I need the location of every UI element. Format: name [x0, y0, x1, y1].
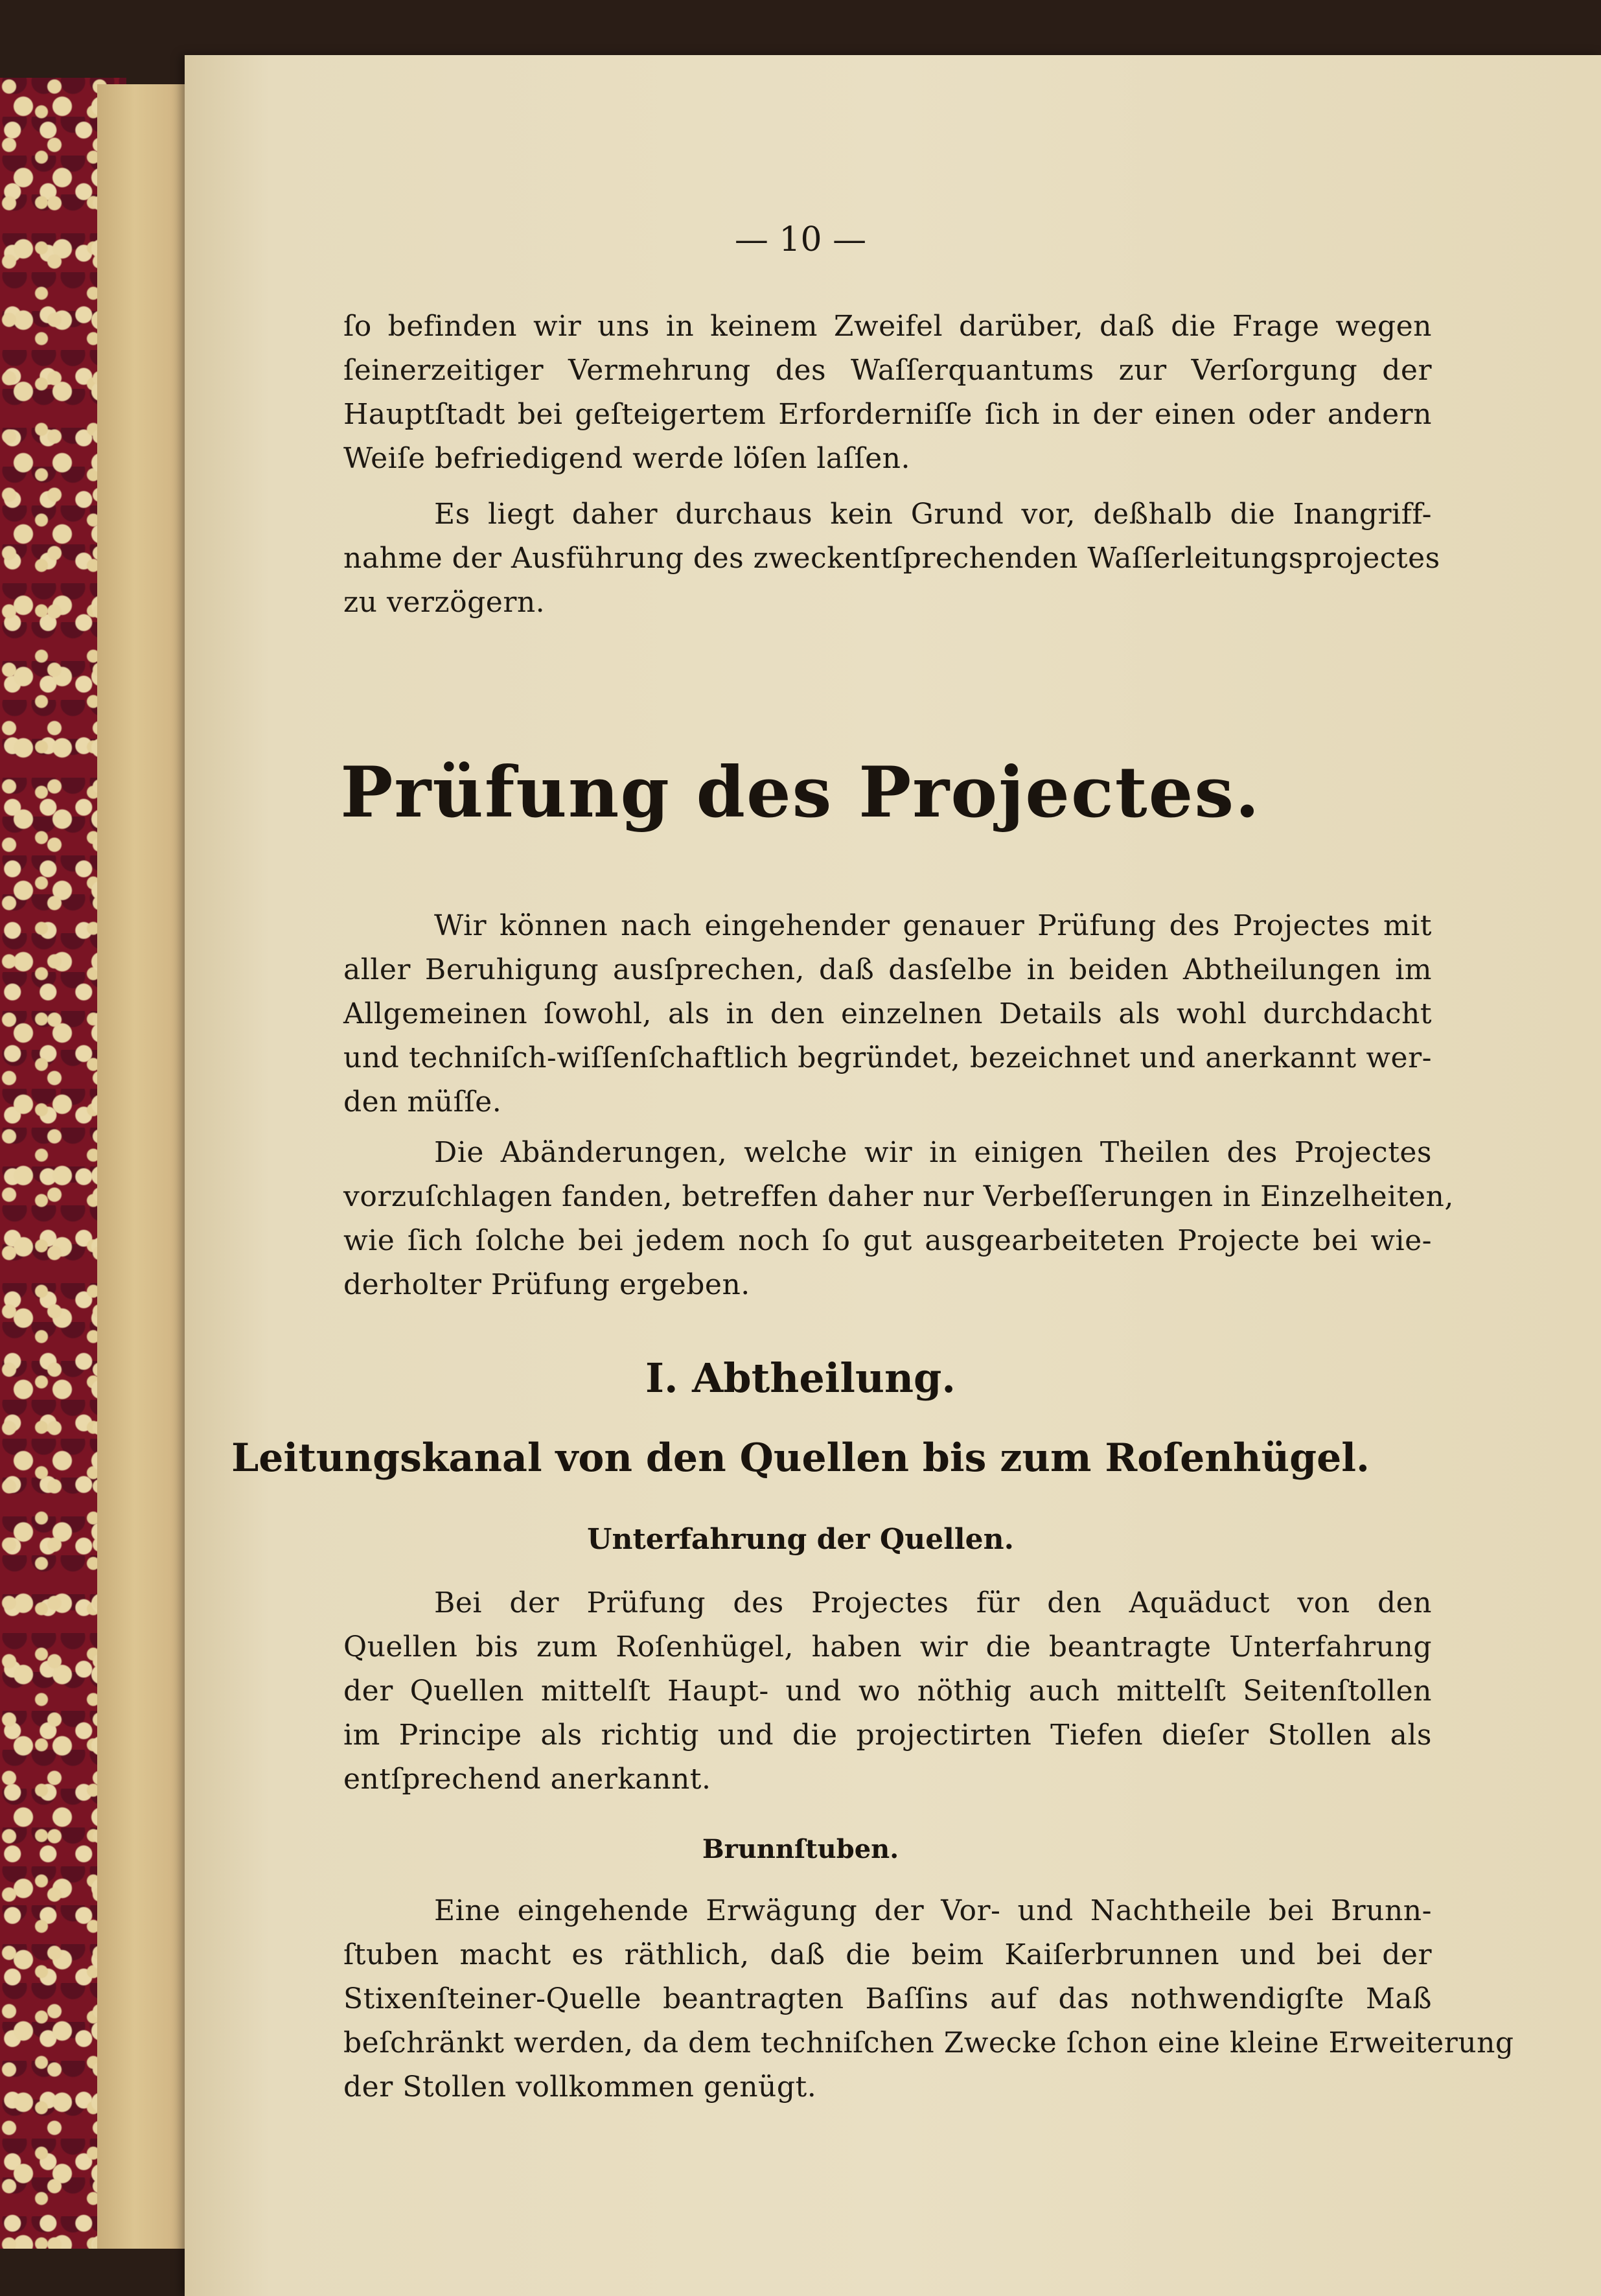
text-line: Wir können nach eingehender genauer Prüfung des Projectes mit	[434, 909, 1432, 942]
paragraph-5	[343, 1581, 1432, 1802]
text-line: den müſſe.	[343, 1085, 502, 1119]
subheading: Brunnſtuben.	[702, 1834, 899, 1864]
text-line: vorzuſchlagen fanden, betreffen daher nur Verbeſſerungen in Einzelheiten,	[343, 1180, 1454, 1213]
text-line: entſprechend anerkannt.	[343, 1763, 711, 1796]
text-line: Hauptſtadt bei geſteigertem Erforderniſſe ſich in der einen oder andern	[343, 398, 1432, 431]
chapter-heading: Leitungskanal von den Quellen bis zum Roſenhügel.	[231, 1435, 1370, 1481]
text-line: und techniſch-wiſſenſchaftlich begründet, bezeichnet und anerkannt wer-	[343, 1041, 1432, 1074]
text-line: der Quellen mittelſt Haupt- und wo nöthig auch mittelſt Seitenſtollen	[343, 1675, 1432, 1708]
paragraph-2	[343, 493, 1440, 625]
binding-strip	[97, 84, 191, 2249]
text-line: ſo befinden wir uns in keinem Zweifel darüber, daß die Frage wegen	[343, 310, 1432, 343]
text-line: im Principe als richtig und die projectirten Tiefen dieſer Stollen als	[343, 1719, 1432, 1752]
text-line: ſeinerzeitiger Vermehrung des Waſſerquantums zur Verſorgung der	[343, 354, 1432, 387]
text-line: zu verzögern.	[343, 586, 546, 619]
text-line: Die Abänderungen, welche wir in einigen Theilen des Projectes	[434, 1136, 1432, 1169]
text-line: Stixenſteiner-Quelle beantragten Baſſins auf das nothwendigſte Maß	[343, 1982, 1432, 2015]
section-heading: Prüfung des Projectes.	[340, 752, 1261, 833]
text-line: aller Beruhigung ausſprechen, daß dasſelbe in beiden Abtheilungen im	[343, 953, 1432, 986]
text-line: nahme der Ausführung des zweckentſprechenden Waſſerleitungsprojectes	[343, 542, 1440, 575]
text-line: Es liegt daher durchaus kein Grund vor, deßhalb die Inangriff-	[434, 498, 1432, 531]
page-number: — 10 —	[734, 220, 867, 259]
text-line: Eine eingehende Erwägung der Vor- und Nachtheile bei Brunn-	[434, 1894, 1432, 1927]
text-line: Quellen bis zum Roſenhügel, haben wir die beantragte Unterfahrung	[343, 1630, 1432, 1664]
paragraph-3	[343, 904, 1432, 1124]
text-line: Allgemeinen ſowohl, als in den einzelnen Details als wohl durchdacht	[343, 997, 1432, 1030]
subheading: Unterfahrung der Quellen.	[587, 1523, 1014, 1556]
paragraph-1	[343, 305, 1432, 481]
text-line: Bei der Prüfung des Projectes für den Aquäduct von den	[434, 1586, 1432, 1619]
text-line: Weiſe befriedigend werde löſen laſſen.	[343, 442, 911, 475]
text-line: ſtuben macht es räthlich, daß die beim Kaiſerbrunnen und bei der	[343, 1938, 1432, 1971]
text-line: der Stollen vollkommen genügt.	[343, 2070, 817, 2104]
text-line: derholter Prüfung ergeben.	[343, 1268, 750, 1301]
paragraph-4	[343, 1131, 1454, 1307]
paragraph-6	[343, 1889, 1514, 2109]
text-line: wie ſich ſolche bei jedem noch ſo gut ausgearbeiteten Projecte bei wie-	[343, 1224, 1432, 1257]
part-heading: I. Abtheilung.	[645, 1354, 956, 1402]
text-line: beſchränkt werden, da dem techniſchen Zwecke ſchon eine kleine Erweiterung	[343, 2026, 1514, 2059]
